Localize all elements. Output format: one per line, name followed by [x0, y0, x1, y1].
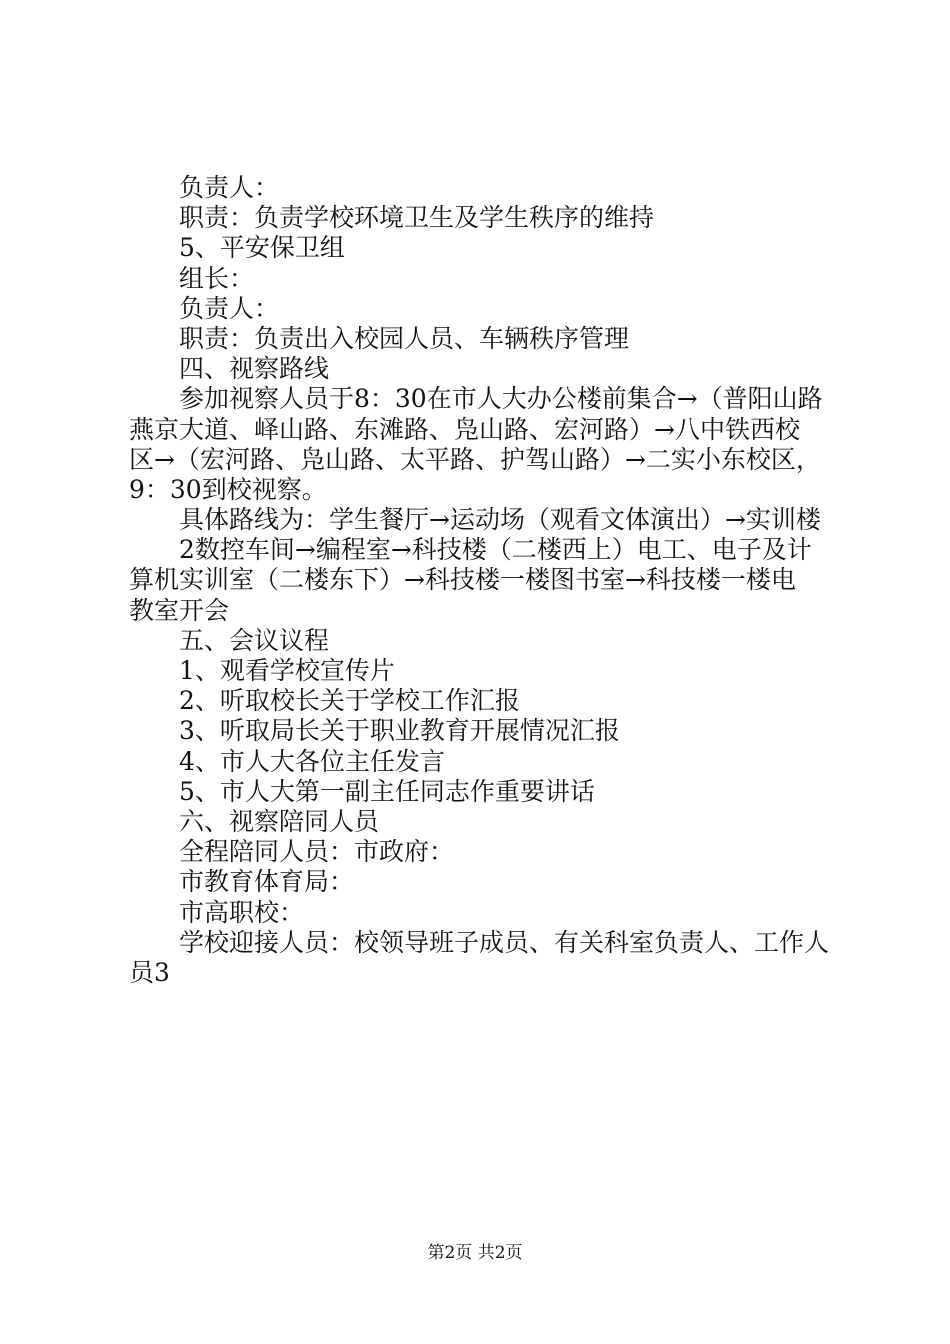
text-line: 区→（宏河路、凫山路、太平路、护驾山路）→二实小东校区，	[129, 444, 821, 474]
text-line: 具体路线为：学生餐厅→运动场（观看文体演出）→实训楼	[179, 505, 821, 535]
text-line: 5、市人大第一副主任同志作重要讲话	[179, 776, 595, 806]
text-line: 教室开会	[129, 595, 230, 625]
text-line: 2、听取校长关于学校工作汇报	[179, 686, 520, 716]
text-line: 全程陪同人员：市政府：	[179, 837, 455, 867]
text-line: 算机实训室（二楼东下）→科技楼一楼图书室→科技楼一楼电	[129, 565, 796, 595]
text-line: 职责：负责学校环境卫生及学生秩序的维持	[179, 203, 655, 233]
section-heading: 四、视察路线	[179, 354, 330, 384]
text-line: 9：30到校视察。	[129, 474, 327, 504]
page-number: 第2页 共2页	[427, 1243, 523, 1263]
text-line: 参加视察人员于8：30在市人大办公楼前集合→（普阳山路	[179, 384, 823, 414]
text-line: 3、听取局长关于职业教育开展情况汇报	[179, 716, 620, 746]
text-line: 负责人：	[179, 173, 280, 202]
text-line: 5、平安保卫组	[179, 233, 345, 263]
text-line: 燕京大道、峄山路、东滩路、凫山路、宏河路）→八中铁西校	[129, 414, 800, 444]
text-line: 2数控车间→编程室→科技楼（二楼西上）电工、电子及计	[179, 535, 812, 565]
text-line: 职责：负责出入校园人员、车辆秩序管理	[179, 323, 630, 353]
section-heading: 五、会议议程	[179, 625, 330, 655]
text-line: 学校迎接人员：校领导班子成员、有关科室负责人、工作人	[179, 927, 830, 957]
document-body	[129, 173, 835, 988]
text-line: 市高职校：	[179, 897, 305, 927]
section-heading: 六、视察陪同人员	[179, 806, 380, 836]
text-line: 员3	[129, 957, 170, 987]
text-line: 负责人：	[179, 293, 280, 323]
text-line: 市教育体育局：	[179, 867, 355, 897]
text-line: 1、观看学校宣传片	[179, 656, 395, 685]
text-line: 组长：	[179, 263, 255, 293]
text-line: 4、市人大各位主任发言	[179, 746, 445, 776]
